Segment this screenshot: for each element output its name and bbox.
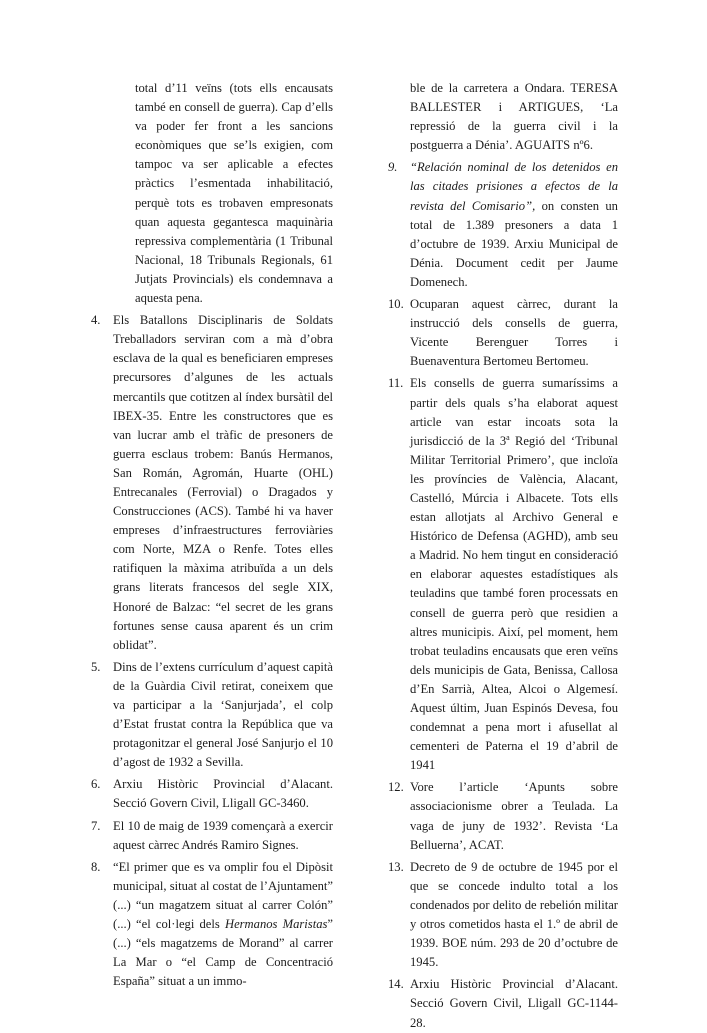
ordinal-superscript: a <box>506 432 510 442</box>
footnote-text: Arxiu Històric Provincial d’Alacant. Secció Govern Civil, Lligall GC-1144-28. <box>410 977 618 1030</box>
footnote-number: 5. <box>91 659 101 674</box>
footnote-8 <box>91 858 333 992</box>
footnote-9 <box>388 158 618 292</box>
footnote-12 <box>388 778 618 854</box>
footnote-number: 14. <box>388 977 404 992</box>
footnote-number: 4. <box>91 313 101 328</box>
footnote-text: El 10 de maig de 1939 començarà a exercir aquest càrrec Andrés Ramiro Signes. <box>113 818 333 852</box>
footnote-text <box>91 858 333 992</box>
footnote-10 <box>388 295 618 371</box>
left-column <box>91 79 333 991</box>
footnote-number: 10. <box>388 297 404 312</box>
footnote-4 <box>91 311 333 655</box>
footnote-number: 12. <box>388 780 404 795</box>
footnote-number: 8. <box>91 859 101 874</box>
footnote-text: Els Batallons Disciplinaris de Soldats Treballadors serviran com a mà d’obra esclava de la qual es beneficiaren empreses precursores d’algunes de les actuals mercantils que cotitzen al índex bursàtil del IBEX-35. Entre les constructores que es van lucrar amb el tràfic de presoners de guerra esclaus trobem: Banús Hermanos, San Román, Agromán, Huarte (OHL) Entrecanales (Ferrovial) o Dragados y Construcciones (ACS). També hi va haver empreses d’infraestructures ferroviàries com Norte, MZA o Renfe. Totes elles ratifiquen la màxima atribuïda a un dels grans literats francesos del segle XIX, Honoré de Balzac: “el secret de les grans fortunes sense causa aparent és un crim oblidat”. <box>113 313 333 652</box>
footnote-3-continuation <box>113 79 333 308</box>
footnote-7 <box>91 817 333 855</box>
footnote-text: total d’11 veïns (tots ells encausats també en consell de guerra). Cap d’ells va poder fer front a les sancions econòmiques que se’ls exigien, com tampoc va ser aplicable a efectes pràctics l’esmentada inhabilitació, perquè tots es trobaven empresonats quan aquesta gegantesca maquinària repressiva complementària (1 Tribunal Nacional, 18 Tribunals Regionals, 61 Jutjats Provincials) els condemnava a aquesta pena. <box>135 81 333 306</box>
footnote-text-part: “El primer que es va omplir fou el Dipòsit municipal, situat al costat de l’Ajuntament” (...) “un magatzem situat al carrer Colón” (...) “el col·legi dels <box>113 859 333 932</box>
footnote-text <box>388 374 618 775</box>
footnote-text: Vore l’article ‘Apunts sobre associacionisme obrer a Teulada. La vaga de juny de 1932’. Revista ‘La Belluerna’, ACAT. <box>410 780 618 852</box>
footnote-text-part: Regió del ‘Tribunal Militar Territorial Primero’, que incloïa les províncies de València, Alacant, Castelló, Múrcia i Albacete. Tots ells estan allotjats al Archivo General e Histórico de Defensa (AGHD), amb seu a Madrid. No hem tingut en consideració en elaborar aquestes estadístiques als teuladins que també foren processats en consell de guerra però que residien a altres municipis. Així, pel moment, hem trobat teuladins encausats que eren veïns dels municipis de Gata, Benissa, Callosa d’En Sarrià, Altea, Alcoi o Algemesí. Aquest últim, Juan Espinós Devesa, fou condemnat a pena mort i afusellat al cementeri de Paterna el 19 d’abril de 1941 <box>410 433 618 773</box>
footnote-text-part: Els consells de guerra sumaríssims a partir dels quals s’ha elaborat aquest article van estar incoats sota la jurisdicció de la 3 <box>410 376 618 448</box>
footnote-5 <box>91 658 333 773</box>
footnote-text: Decreto de 9 de octubre de 1945 por el que se concede indulto total a los condenados por delito de rebelión militar y otros cometidos hasta el 1.º de abril de 1939. BOE núm. 293 de 20 d’octubre de 1945. <box>410 859 618 970</box>
footnote-11 <box>388 374 618 775</box>
italic-title: Hermanos Maristas <box>224 917 328 932</box>
footnote-text <box>388 158 618 292</box>
footnote-8-continuation <box>388 79 618 155</box>
footnote-text: Arxiu Històric Provincial d’Alacant. Secció Govern Civil, Lligall GC-3460. <box>113 777 333 811</box>
footnote-13 <box>388 858 618 973</box>
footnote-text: Dins de l’extens currículum d’aquest capità de la Guàrdia Civil retirat, coneixem que va participar a la ‘Sanjurjada’, el colp d’Estat frustat contra la República que va protagonitzar el general José Sanjurjo el 10 d’agost de 1932 a Sevilla. <box>113 659 333 770</box>
footnote-number: 11. <box>388 376 404 391</box>
footnote-number: 9. <box>388 160 398 175</box>
italic-title: “Relación nominal de los detenidos en las citades prisiones a efectos de la revista del Comisario”, <box>410 160 618 213</box>
footnote-number: 7. <box>91 818 101 833</box>
footnote-number: 6. <box>91 777 101 792</box>
right-column <box>388 79 618 1033</box>
footnote-text-part: on consten un total de 1.389 presoners a data 1 d’octubre de 1939. Arxiu Municipal de Dénia. Document cedit per Jaume Domenech. <box>410 198 618 289</box>
footnote-text: Ocuparan aquest càrrec, durant la instrucció dels consells de guerra, Vicente Berenguer Torres i Buenaventura Bertomeu Bertomeu. <box>410 297 618 369</box>
footnote-text: ble de la carretera a Ondara. TERESA BALLESTER i ARTIGUES, ‘La repressió de la guerra civil i la postguerra a Dénia’. AGUAITS nº6. <box>410 81 618 153</box>
footnote-14 <box>388 975 618 1032</box>
footnote-number: 13. <box>388 859 404 874</box>
footnote-text-part: ” (...) “els magatzems de Morand” al carrer La Mar o “el Camp de Concentració España” situat a un immo- <box>113 917 333 989</box>
footnote-6 <box>91 775 333 813</box>
